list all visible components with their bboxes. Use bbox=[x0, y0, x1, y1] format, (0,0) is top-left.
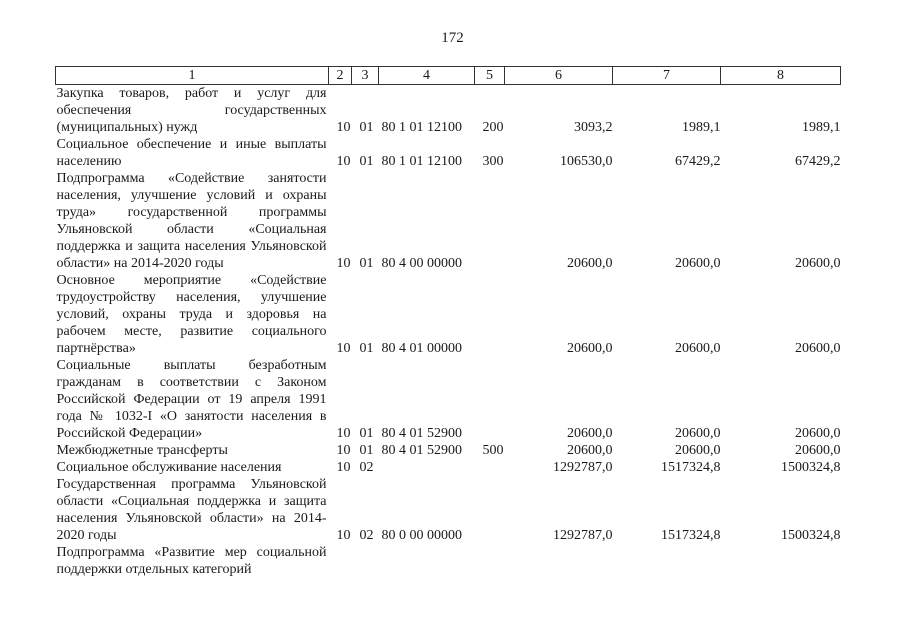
column-header-1: 1 bbox=[56, 67, 329, 85]
subsection-code: 01 bbox=[359, 443, 374, 458]
amount-col-6: 1292787,0 bbox=[553, 528, 613, 543]
amount-col-8: 20600,0 bbox=[795, 426, 841, 441]
subsection-code: 01 bbox=[359, 154, 374, 169]
expense-type-code bbox=[475, 459, 505, 476]
amount-col-8: 20600,0 bbox=[795, 341, 841, 356]
amount-col-8 bbox=[721, 544, 841, 578]
amount-col-6: 20600,0 bbox=[567, 426, 613, 441]
column-header-3: 3 bbox=[352, 67, 379, 85]
amount-col-7: 1517324,8 bbox=[661, 528, 721, 543]
column-header-6: 6 bbox=[505, 67, 613, 85]
target-article-code: 80 4 01 52900 bbox=[381, 443, 462, 458]
expense-type-code: 200 bbox=[482, 120, 504, 135]
column-header-8: 8 bbox=[721, 67, 841, 85]
table-row bbox=[56, 544, 841, 578]
section-code: 10 bbox=[336, 154, 351, 169]
amount-col-7: 1989,1 bbox=[682, 120, 721, 135]
section-code: 10 bbox=[336, 341, 351, 356]
subsection-code: 01 bbox=[359, 341, 374, 356]
row-name: Межбюджетные трансферты bbox=[56, 443, 228, 458]
row-name: Подпрограмма «Развитие мер социальной поддержки отдельных категорий bbox=[56, 545, 327, 577]
table-row bbox=[56, 136, 841, 170]
table-row bbox=[56, 170, 841, 272]
subsection-code: 02 bbox=[359, 528, 374, 543]
amount-col-7: 20600,0 bbox=[675, 426, 721, 441]
section-code: 10 bbox=[336, 460, 351, 475]
amount-col-8: 20600,0 bbox=[795, 443, 841, 458]
page-number: 172 bbox=[441, 30, 464, 46]
row-name: Социальное обеспечение и иные выплаты населению bbox=[56, 137, 327, 169]
amount-col-8: 1500324,8 bbox=[781, 460, 841, 475]
target-article-code: 80 4 00 00000 bbox=[381, 256, 462, 271]
target-article-code: 80 4 01 00000 bbox=[381, 341, 462, 356]
expense-type-code: 300 bbox=[482, 154, 504, 169]
section-code: 10 bbox=[336, 528, 351, 543]
table-row bbox=[56, 459, 841, 476]
amount-col-8: 1500324,8 bbox=[781, 528, 841, 543]
column-header-7: 7 bbox=[613, 67, 721, 85]
expense-type-code bbox=[475, 170, 505, 272]
subsection-code bbox=[352, 544, 379, 578]
target-article-code: 80 4 01 52900 bbox=[381, 426, 462, 441]
subsection-code: 01 bbox=[359, 120, 374, 135]
table-row bbox=[56, 85, 841, 137]
amount-col-7: 1517324,8 bbox=[661, 460, 721, 475]
amount-col-7: 20600,0 bbox=[675, 341, 721, 356]
amount-col-6: 106530,0 bbox=[560, 154, 613, 169]
row-name: Подпрограмма «Содействие занятости населения, улучшение условий и охраны труда» государственной программы Ульяновской области «Социальная поддержка и защита населения Ульяновской области» на 2014-2020 годы bbox=[56, 171, 327, 271]
amount-col-7: 67429,2 bbox=[675, 154, 721, 169]
row-name: Социальные выплаты безработным гражданам в соответствии с Законом Российской Федерации от 19 апреля 1991 года № 1032-I «О занятости населения в Российской Федерации» bbox=[56, 358, 327, 441]
section-code: 10 bbox=[336, 120, 351, 135]
table-row bbox=[56, 442, 841, 459]
amount-col-8: 1989,1 bbox=[802, 120, 841, 135]
table-body bbox=[56, 85, 841, 579]
amount-col-6: 20600,0 bbox=[567, 256, 613, 271]
column-header-4: 4 bbox=[379, 67, 475, 85]
row-name: Государственная программа Ульяновской области «Социальная поддержка и защита населения Ульяновской области» на 2014-2020 годы bbox=[56, 477, 327, 543]
column-header-5: 5 bbox=[475, 67, 505, 85]
target-article-code: 80 1 01 12100 bbox=[381, 120, 462, 135]
amount-col-8: 20600,0 bbox=[795, 256, 841, 271]
target-article-code: 80 0 00 00000 bbox=[381, 528, 462, 543]
section-code: 10 bbox=[336, 426, 351, 441]
expense-type-code bbox=[475, 272, 505, 357]
amount-col-6: 3093,2 bbox=[574, 120, 613, 135]
section-code: 10 bbox=[336, 256, 351, 271]
section-code: 10 bbox=[336, 443, 351, 458]
table-row bbox=[56, 476, 841, 544]
target-article-code bbox=[379, 459, 475, 476]
amount-col-7 bbox=[613, 544, 721, 578]
amount-col-7: 20600,0 bbox=[675, 256, 721, 271]
row-name: Основное мероприятие «Содействие трудоустройству населения, улучшение условий, охраны труда и здоровья на рабочем месте, развитие социального партнёрства» bbox=[56, 273, 327, 356]
table-row bbox=[56, 357, 841, 442]
table-row bbox=[56, 272, 841, 357]
expense-type-code bbox=[475, 476, 505, 544]
amount-col-7: 20600,0 bbox=[675, 443, 721, 458]
row-name: Социальное обслуживание населения bbox=[56, 460, 282, 475]
target-article-code bbox=[379, 544, 475, 578]
target-article-code: 80 1 01 12100 bbox=[381, 154, 462, 169]
expense-type-code bbox=[475, 544, 505, 578]
amount-col-8: 67429,2 bbox=[795, 154, 841, 169]
amount-col-6: 20600,0 bbox=[567, 443, 613, 458]
amount-col-6: 1292787,0 bbox=[553, 460, 613, 475]
subsection-code: 01 bbox=[359, 426, 374, 441]
budget-table bbox=[55, 66, 841, 578]
column-header-2: 2 bbox=[329, 67, 352, 85]
table-header bbox=[56, 67, 841, 85]
row-name: Закупка товаров, работ и услуг для обеспечения государственных (муниципальных) нужд bbox=[56, 86, 327, 135]
expense-type-code: 500 bbox=[482, 443, 504, 458]
amount-col-6 bbox=[505, 544, 613, 578]
section-code bbox=[329, 544, 352, 578]
header-row bbox=[56, 67, 841, 85]
subsection-code: 02 bbox=[359, 460, 374, 475]
subsection-code: 01 bbox=[359, 256, 374, 271]
expense-type-code bbox=[475, 357, 505, 442]
amount-col-6: 20600,0 bbox=[567, 341, 613, 356]
